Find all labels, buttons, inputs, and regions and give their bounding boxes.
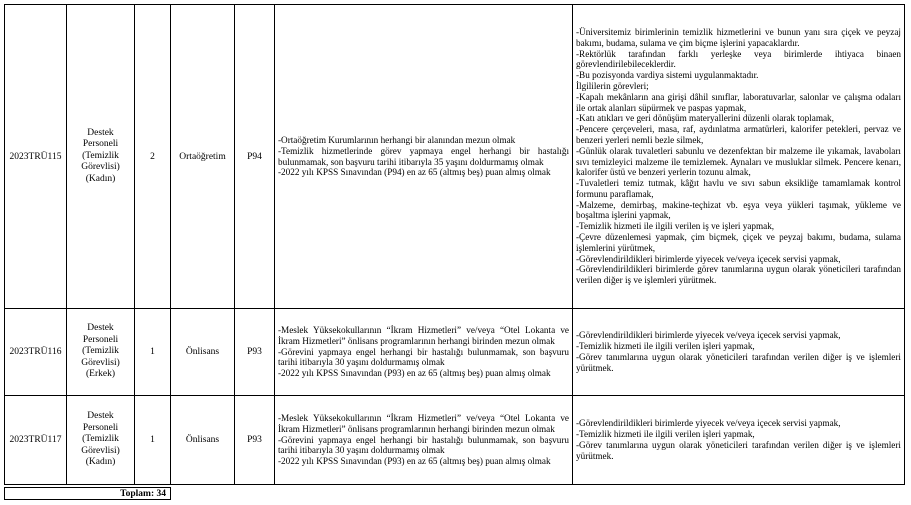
duties-cell: -Görevlendirildikleri birimlerde yiyecek ve/veya içecek servisi yapmak, -Temizlik hizmeti ile ilgili verilen işleri yapmak, -Görev tanımlarına uygun olarak yöneticileri tarafından verilen diğer iş ve işlemleri yürütmek. xyxy=(573,396,905,485)
duties-cell: -Üniversitemiz birimlerinin temizlik hizmetlerini ve bunun yanı sıra çiçek ve peyzaj bakımı, budama, sulama ve çim biçme işlerini yapacaklardır. -Rektörlük tarafından farklı yerleşke veya birimlerde ihtiyaca binaen görevlendirilebileceklerdir. -Bu pozisyonda vardiya sistemi uygulanmaktadır. İlgililerin görevleri; -Kapalı mekânların ana girişi dâhil sınıflar, laboratuvarlar, salonlar ve çalışma odaları ile ortak alanları süpürmek ve paspas yapmak, -Katı atıkları ve geri dönüşüm materyallerini düzenli olarak toplamak, -Pencere çerçeveleri, masa, raf, aydınlatma armatürleri, kalorifer petekleri, pervaz ve benzeri yerleri nemli bezle silmek, -Günlük olarak tuvaletleri sabunlu ve dezenfektan bir malzeme ile yıkamak, lavaboları sıvı temizleyici malzeme ile temizlemek. Aynaları ve musluklar silmek. Pencere kenarı, kalorifer üstü ve benzeri yerlerin tozunu almak, -Tuvaletleri temiz tutmak, kâğıt havlu ve sıvı sabun eksikliğe tamamlamak kontrol formunu paraflamak, -Malzeme, demirbaş, makine-teçhizat vb. eşya veya yükleri taşımak, yükleme ve boşaltma işlerini yapmak, -Temizlik hizmeti ile ilgili verilen iş ve işleri yapmak, -Çevre düzenlemesi yapmak, çim biçmek, çiçek ve peyzaj bakımı, budama, sulama işlemlerini yürütmek, -Görevlendirildikleri birimlerde yiyecek ve/veya içecek servisi yapmak, -Görevlendirildikleri birimlerde görev tanımlarına uygun olarak yöneticileri tarafından verilen diğer iş ve işlemleri yürütmek. xyxy=(573,5,905,309)
table-row xyxy=(5,396,905,485)
position-title: Destek Personeli (Temizlik Görevlisi) (Kadın) xyxy=(67,5,135,309)
position-code: 2023TRÜ116 xyxy=(5,309,67,396)
duties-cell: -Görevlendirildikleri birimlerde yiyecek ve/veya içecek servisi yapmak, -Temizlik hizmeti ile ilgili verilen işleri yapmak, -Görev tanımlarına uygun olarak yöneticileri tarafından verilen diğer iş ve işlemleri yürütmek. xyxy=(573,309,905,396)
position-code: 2023TRÜ117 xyxy=(5,396,67,485)
position-quantity: 2 xyxy=(135,5,171,309)
position-title: Destek Personeli (Temizlik Görevlisi) (Kadın) xyxy=(67,396,135,485)
kpss-score-type: P94 xyxy=(235,5,275,309)
total-label: Toplam: 34 xyxy=(4,487,171,500)
position-code: 2023TRÜ115 xyxy=(5,5,67,309)
position-quantity: 1 xyxy=(135,309,171,396)
education-level: Önlisans xyxy=(171,309,235,396)
requirements-cell: -Ortaöğretim Kurumlarının herhangi bir alanından mezun olmak -Temizlik hizmetlerinde görev yapmaya engel herhangi bir hastalığı bulunmamak, son başvuru tarihi itibarıyla 35 yaşını doldurmamış olmak -2022 yılı KPSS Sınavından (P94) en az 65 (altmış beş) puan almış olmak xyxy=(275,5,573,309)
position-title: Destek Personeli (Temizlik Görevlisi) (Erkek) xyxy=(67,309,135,396)
table-row xyxy=(5,309,905,396)
table-row xyxy=(5,5,905,309)
requirements-cell: -Meslek Yüksekokullarının “İkram Hizmetleri” ve/veya “Otel Lokanta ve İkram Hizmetleri” önlisans programlarının herhangi birinden mezun olmak -Görevini yapmaya engel herhangi bir hastalığı bulunmamak, son başvuru tarihi itibarıyla 30 yaşını doldurmamış olmak -2022 yılı KPSS Sınavından (P93) en az 65 (altmış beş) puan almış olmak xyxy=(275,396,573,485)
education-level: Önlisans xyxy=(171,396,235,485)
requirements-cell: -Meslek Yüksekokullarının “İkram Hizmetleri” ve/veya “Otel Lokanta ve İkram Hizmetleri” önlisans programlarının herhangi birinden mezun olmak -Görevini yapmaya engel herhangi bir hastalığı bulunmamak, son başvuru tarihi itibarıyla 30 yaşını doldurmamış olmak -2022 yılı KPSS Sınavından (P93) en az 65 (altmış beş) puan almış olmak xyxy=(275,309,573,396)
position-quantity: 1 xyxy=(135,396,171,485)
education-level: Ortaöğretim xyxy=(171,5,235,309)
kpss-score-type: P93 xyxy=(235,396,275,485)
kpss-score-type: P93 xyxy=(235,309,275,396)
positions-table xyxy=(4,4,905,485)
